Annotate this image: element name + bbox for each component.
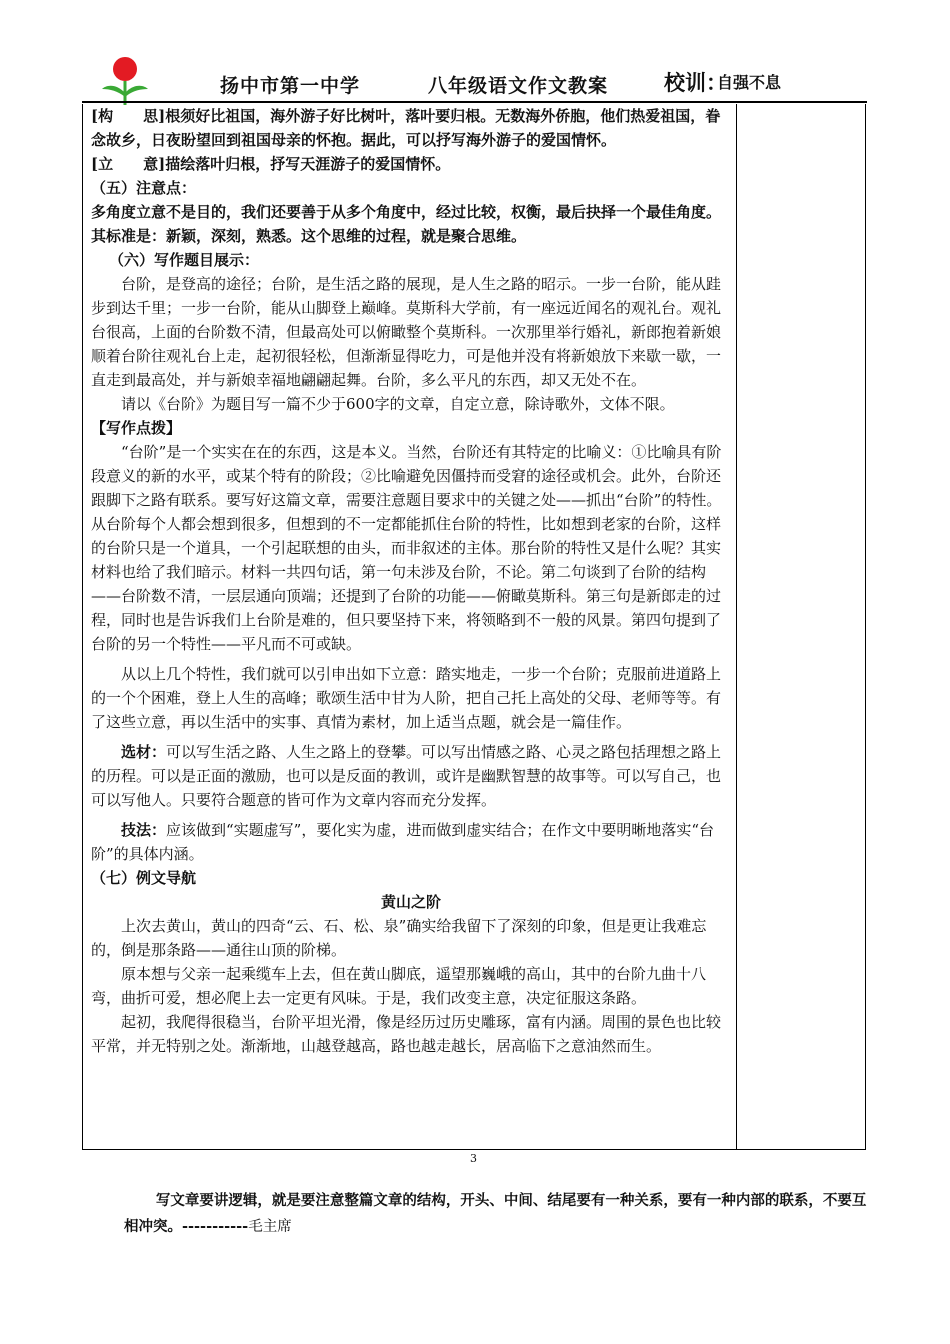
quote-author: 毛主席 (248, 1219, 292, 1235)
essay-paragraph-3: 起初，我爬得很稳当，台阶平坦光滑，像是经历过历史雕琢，富有内涵。周围的景色也比较平常，并无特别之处。渐渐地，山越登越高，路也越走越长，居高临下之意油然而生。 (91, 1013, 722, 1055)
tips-paragraph-2: 从以上几个特性，我们就可以引申出如下立意：踏实地走，一步一个台阶；克服前进道路上的一个个困难，登上人生的高峰；歌颂生活中甘为人阶，把自己托上高处的父母、老师等等。有了这些立意，再以生活中的实事、真情为素材，加上适当点题，就会是一篇佳作。 (91, 665, 722, 731)
course-title: 八年级语文作文教案 (428, 75, 609, 97)
prompt-requirement: 请以《台阶》为题目写一篇不少于600字的文章，自定立意，除诗歌外，文体不限。 (121, 395, 675, 413)
section-heading-6: （六）写作题目展示： (109, 251, 260, 269)
lesson-table (82, 104, 866, 1150)
motto-text: 自强不息 (717, 73, 782, 92)
technique-paragraph (91, 812, 731, 866)
section-heading-7: （七）例文导航 (91, 869, 197, 887)
motto-label: 校训： (664, 70, 727, 95)
prompt-material: 台阶，是登高的途径；台阶，是生活之路的展现，是人生之路的昭示。一步一台阶，能从跬步到达千里；一步一台阶，能从山脚登上巅峰。莫斯科大学前，有一座远近闻名的观礼台。观礼台很高，上面的台阶数不清，但最高处可以俯瞰整个莫斯科。一次那里举行婚礼，新郎抱着新娘顺着台阶往观礼台上走，起初很轻松，但渐渐显得吃力，可是他并没有将新娘放下来歇一歇，一直走到最高处，并与新娘幸福地翩翩起舞。台阶，多么平凡的东西，却又无处不在。 (91, 275, 722, 389)
column-divider (736, 104, 737, 1149)
notes-paragraph: 多角度立意不是目的，我们还要善于从多个角度中，经过比较，权衡，最后抉择一个最佳角度。其标准是：新颖，深刻，熟悉。这个思维的过程，就是聚合思维。 (91, 203, 722, 245)
material-paragraph (91, 734, 731, 812)
essay-title: 黄山之阶 (380, 893, 441, 911)
page-header (92, 55, 872, 103)
concept-paragraph: [构 思]根须好比祖国，海外游子好比树叶，落叶要归根。无数海外侨胞，他们热爱祖国，眷念故乡，日夜盼望回到祖国母亲的怀抱。据此，可以抒写海外游子的爱国情怀。 (91, 107, 721, 149)
technique-label: 技法： (121, 821, 167, 839)
material-text: 可以写生活之路、人生之路上的登攀。可以写出情感之路、心灵之路包括理想之路上的历程。可以是正面的激励，也可以是反面的教训，或许是幽默智慧的故事等。可以写自己，也可以写他人。只要符合题意的皆可作为文章内容而充分发挥。 (91, 743, 722, 809)
tips-paragraph-1: “台阶”是一个实实在在的东西，这是本义。当然，台阶还有其特定的比喻义：①比喻具有阶段意义的新的水平，或某个特有的阶段；②比喻避免因僵持而受窘的途径或机会。此外，台阶还跟脚下之路有联系。要写好这篇文章，需要注意题目要求中的关键之处——抓出“台阶”的特性。从台阶每个人都会想到很多，但想到的不一定都能抓住台阶的特性，比如想到老家的台阶，这样的台阶只是一个道具，一个引起联想的由头，而非叙述的主体。那台阶的特性又是什么呢？其实材料也给了我们暗示。材料一共四句话，第一句未涉及台阶，不论。第二句谈到了台阶的结构——台阶数不清，一层层通向顶端；还提到了台阶的功能——俯瞰莫斯科。第三句是新郎走的过程，同时也是告诉我们上台阶是难的，但只要坚持下来，将领略到不一般的风景。第四句提到了台阶的另一个特性——平凡而不可或缺。 (91, 443, 722, 653)
essay-paragraph-2: 原本想与父亲一起乘缆车上去，但在黄山脚底，遥望那巍峨的高山，其中的台阶九曲十八弯，曲折可爱，想必爬上去一定更有风味。于是，我们改变主意，决定征服这条路。 (91, 965, 707, 1007)
quote-dashes: ----------- (182, 1218, 249, 1235)
header-rule (82, 101, 867, 103)
technique-text: 应该做到“实题虚写”，要化实为虚，进而做到虚实结合；在作文中要明晰地落实“台阶”的具体内涵。 (91, 821, 715, 863)
school-logo-icon (98, 55, 152, 105)
page-number: 3 (470, 1152, 477, 1165)
theme-paragraph: [立 意]描绘落叶归根，抒写天涯游子的爱国情怀。 (91, 155, 451, 173)
school-name: 扬中市第一中学 (220, 75, 361, 97)
essay-paragraph-1: 上次去黄山，黄山的四奇“云、石、松、泉”确实给我留下了深刻的印象，但是更让我难忘的，倒是那条路——通往山顶的阶梯。 (91, 917, 707, 959)
quote-text: 写文章要讲逻辑，就是要注意整篇文章的结构，开头、中间、结尾要有一种关系，要有一种内部的联系，不要互相冲突。 (124, 1192, 867, 1235)
material-label: 选材： (121, 743, 167, 761)
lesson-content (91, 104, 731, 1058)
writing-tips-heading: 【写作点拨】 (91, 419, 182, 437)
section-heading-5: （五）注意点： (91, 179, 197, 197)
footer-quote (124, 1188, 874, 1240)
